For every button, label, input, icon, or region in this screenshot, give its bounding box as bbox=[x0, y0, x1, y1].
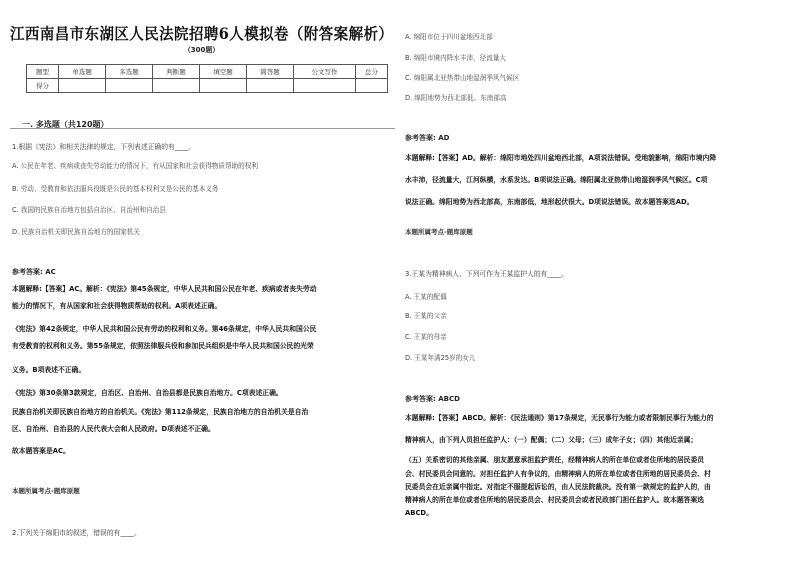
score-header: 填空题 bbox=[200, 65, 247, 79]
analysis-line: 本题解释:【答案】ABCD。解析：《民法通则》第17条规定，无民事行为能力或者限制民事行为能力的 bbox=[405, 414, 714, 422]
score-header: 公文写作 bbox=[294, 65, 356, 79]
score-cell bbox=[355, 79, 387, 93]
analysis-line: 能力的情况下，有从国家和社会获得物质帮助的权利。A项表述正确。 bbox=[12, 302, 222, 310]
question-1-stem: 1.根据《宪法》和相关法律的规定，下列表述正确的有____。 bbox=[12, 143, 196, 151]
score-header: 总分 bbox=[355, 65, 387, 79]
question-2-option-b: B. 绵阳市境内降水丰沛，径流量大 bbox=[405, 54, 507, 62]
question-3-option-c: C. 王某的母亲 bbox=[405, 333, 447, 341]
question-1-option-c: C. 我国的民族自治地方包括自治区、自治州和自治县 bbox=[12, 206, 166, 214]
question-3-option-d: D. 王某年满25岁的女儿 bbox=[405, 354, 476, 362]
analysis-line: 区、自治州、自治县的人民代表大会和人民政府。D项表述不正确。 bbox=[12, 425, 215, 433]
question-2-option-a: A. 绵阳市位于四川盆地西北部 bbox=[405, 33, 493, 41]
analysis-line: 《宪法》第42条规定，中华人民共和国公民有劳动的权利和义务。第46条规定，中华人民共和国公民 bbox=[12, 325, 317, 333]
question-2-source: 本题所属考点-题库原题 bbox=[405, 228, 473, 236]
analysis-line: 会、村民委员会同意的。对担任监护人有争议的，由精神病人的所在单位或者住所地的居民委员会、村 bbox=[405, 470, 711, 478]
question-2-answer: 参考答案: AD bbox=[405, 134, 450, 142]
analysis-line: 义务。B项表述不正确。 bbox=[12, 366, 86, 374]
page-subtitle: （300题） bbox=[183, 46, 220, 54]
analysis-line: 本题解释:【答案】AD。解析：绵阳市地处四川盆地西北部，A项说法错误。受地貌影响，绵阳市境内降 bbox=[405, 154, 717, 162]
analysis-line: （五）关系密切的其他亲属、朋友愿意承担监护责任，经精神病人的所在单位或者住所地的居民委员 bbox=[405, 456, 705, 464]
question-1-option-b: B. 劳动、受教育和依法服兵役既是公民的基本权利又是公民的基本义务 bbox=[12, 185, 219, 193]
score-table bbox=[26, 64, 388, 93]
question-2-option-d: D. 绵阳地势为西北部低、东南部高 bbox=[405, 94, 507, 102]
score-table-header-row bbox=[27, 65, 388, 79]
page-title: 江西南昌市东湖区人民法院招聘6人模拟卷（附答案解析） bbox=[10, 24, 394, 43]
question-3-stem: 3.王某为精神病人，下列可作为王某监护人的有____。 bbox=[405, 270, 568, 278]
score-cell bbox=[294, 79, 356, 93]
analysis-line: 精神病人的所在单位或者住所地的居民委员会、村民委员会或者民政部门担任监护人。故本题答案选 bbox=[405, 496, 705, 504]
score-table-score-row bbox=[27, 79, 388, 93]
question-2-stem: 2.下列关于绵阳市的叙述，错误的有____。 bbox=[12, 529, 141, 537]
question-1-option-a: A. 公民在年老、疾病或丧失劳动能力的情况下，有从国家和社会获得物质帮助的权利 bbox=[12, 162, 258, 170]
question-1-option-d: D. 民族自治机关即民族自治地方的国家机关 bbox=[12, 228, 140, 236]
score-header: 判断题 bbox=[153, 65, 200, 79]
score-cell bbox=[153, 79, 200, 93]
score-header: 单选题 bbox=[59, 65, 106, 79]
question-2-option-c: C. 绵阳属北亚热带山地湿润季风气候区 bbox=[405, 74, 520, 82]
score-header: 题型 bbox=[27, 65, 59, 79]
question-3-answer: 参考答案: ABCD bbox=[405, 395, 460, 403]
score-row-label: 得分 bbox=[27, 79, 59, 93]
question-3-option-a: A. 王某的配偶 bbox=[405, 293, 447, 301]
score-header: 简答题 bbox=[247, 65, 294, 79]
question-3-option-b: B. 王某的父亲 bbox=[405, 312, 447, 320]
score-cell bbox=[59, 79, 106, 93]
analysis-line: 说法正确。绵阳地势为西北部高，东南部低，地形起伏很大。D项说法错误。故本题答案选AD。 bbox=[405, 198, 694, 206]
score-header: 多选题 bbox=[106, 65, 153, 79]
analysis-line: 有受教育的权利和义务。第55条规定，依照法律服兵役和参加民兵组织是中华人民共和国公民的光荣 bbox=[12, 342, 314, 350]
score-cell bbox=[106, 79, 153, 93]
score-cell bbox=[247, 79, 294, 93]
analysis-line: 精神病人，由下列人员担任监护人：（一）配偶；（二）父母；（三）成年子女；（四）其他近亲属； bbox=[405, 436, 698, 444]
analysis-line: 故本题答案是AC。 bbox=[12, 447, 70, 455]
question-1-source: 本题所属考点-题库原题 bbox=[12, 487, 80, 495]
question-1-answer: 参考答案: AC bbox=[12, 268, 56, 276]
analysis-line: 《宪法》第30条第3款规定，自治区、自治州、自治县都是民族自治地方。C项表述正确。 bbox=[12, 389, 283, 397]
section-heading: 一. 多选题（共120题） bbox=[22, 120, 109, 129]
analysis-line: 本题解释:【答案】AC。解析：《宪法》第45条规定，中华人民共和国公民在年老、疾病或者丧失劳动 bbox=[12, 285, 317, 293]
analysis-line: 民委员会在近亲属中指定。对指定不服提起诉讼的，由人民法院裁决。没有第一款规定的监护人的，由 bbox=[405, 483, 711, 491]
analysis-line: ABCD。 bbox=[405, 509, 433, 517]
score-cell bbox=[200, 79, 247, 93]
analysis-line: 水丰沛，径流量大，江河纵横，水系发达。B项说法正确。绵阳属北亚热带山地湿润季风气候区。C项 bbox=[405, 176, 708, 184]
analysis-line: 民族自治机关即民族自治地方的自治机关。《宪法》第112条规定，民族自治地方的自治机关是自治 bbox=[12, 408, 309, 416]
